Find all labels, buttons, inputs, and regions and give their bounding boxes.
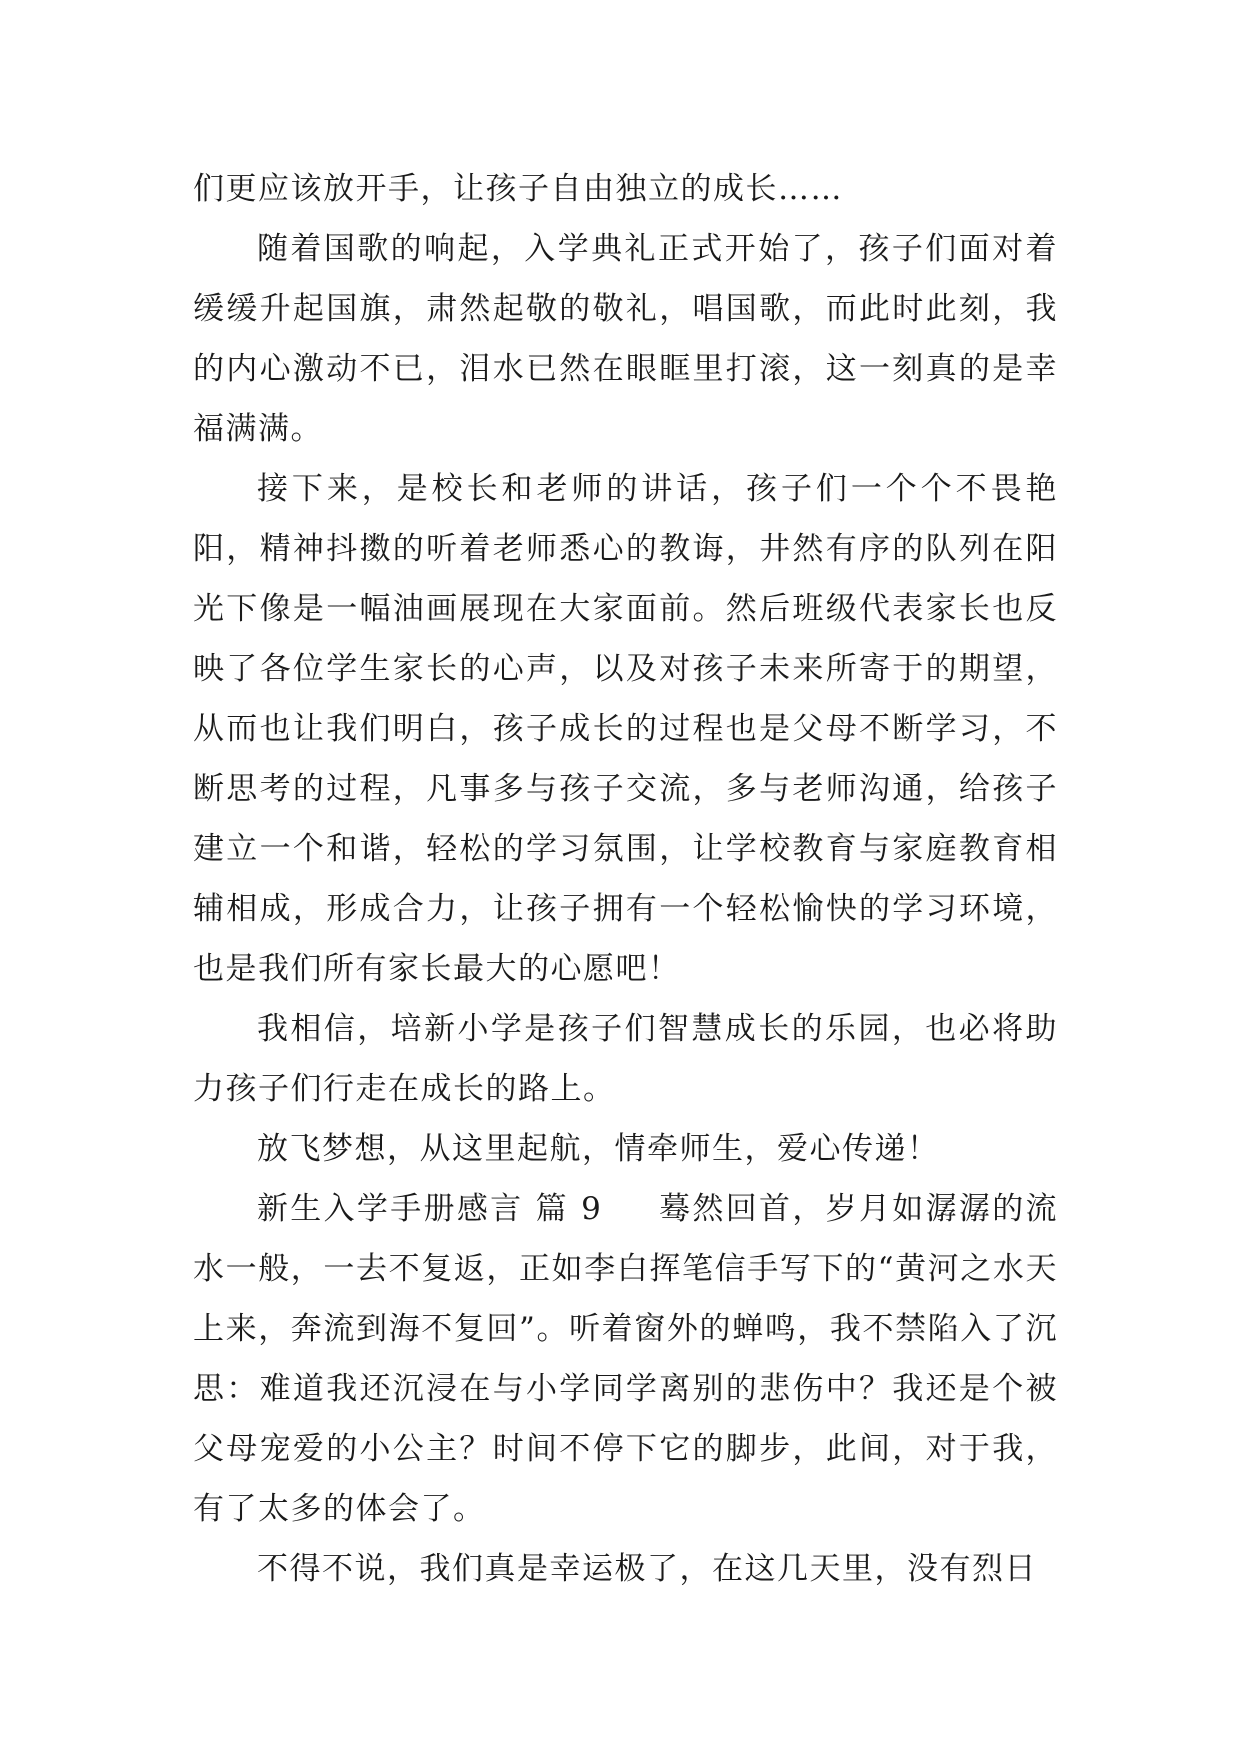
paragraph-3: 接下来，是校长和老师的讲话，孩子们一个个不畏艳阳，精神抖擞的听着老师悉心的教诲，井然有序的队列在阳光下像是一幅油画展现在大家面前。然后班级代表家长也反映了各位学生家长的心声，以及对孩子未来所寄于的期望，从而也让我们明白，孩子成长的过程也是父母不断学习，不断思考的过程，凡事多与孩子交流，多与老师沟通，给孩子建立一个和谐，轻松的学习氛围，让学校教育与家庭教育相辅相成，形成合力，让孩子拥有一个轻松愉快的学习环境，也是我们所有家长最大的心愿吧！: [193, 471, 1058, 987]
paragraph-5: 放飞梦想，从这里起航，情牵师生，爱心传递！: [257, 1131, 940, 1167]
paragraph-1: 们更应该放开手，让孩子自由独立的成长……: [193, 171, 843, 207]
document-body: [193, 159, 1058, 1599]
paragraph-2: 随着国歌的响起，入学典礼正式开始了，孩子们面对着缓缓升起国旗，肃然起敬的敬礼，唱国歌，而此时此刻，我的内心激动不已，泪水已然在眼眶里打滚，这一刻真的是幸福满满。: [193, 231, 1058, 447]
section-heading: 新生入学手册感言 篇 9: [257, 1191, 603, 1227]
paragraph-7: 不得不说，我们真是幸运极了，在这几天里，没有烈日: [257, 1551, 1037, 1587]
paragraph-6-text: 蓦然回首，岁月如潺潺的流水一般，一去不复返，正如李白挥笔信手写下的“黄河之水天上来，奔流到海不复回”。听着窗外的蝉鸣，我不禁陷入了沉思：难道我还沉浸在与小学同学离别的悲伤中？我还是个被父母宠爱的小公主？时间不停下它的脚步，此间，对于我，有了太多的体会了。: [193, 1191, 1058, 1527]
paragraph-4: 我相信，培新小学是孩子们智慧成长的乐园，也必将助力孩子们行走在成长的路上。: [193, 1011, 1058, 1107]
paragraph-6: [193, 1179, 1058, 1539]
